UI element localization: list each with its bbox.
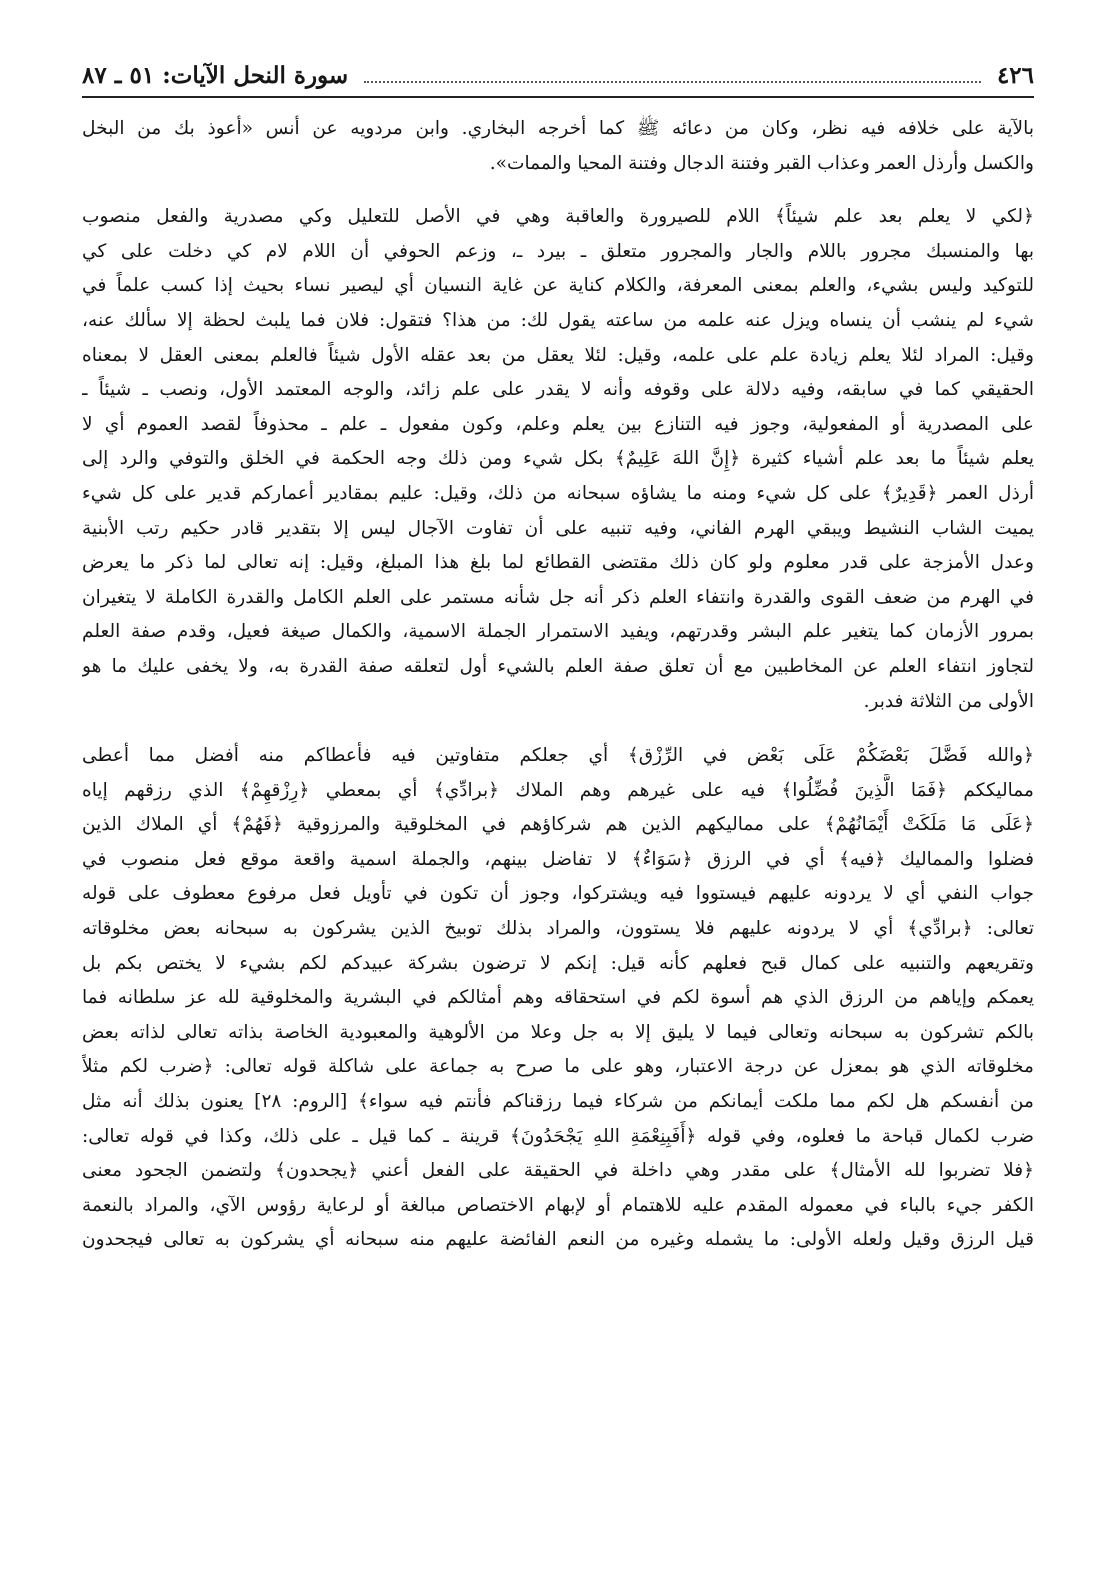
page-number: ٤٢٦	[996, 62, 1034, 89]
page-header	[82, 62, 1034, 98]
text-line: على المصدرية أو المفعولية، وجوز فيه التنازع بين يعلم وعلم، وكون مفعول ـ علم ـ محذوفاً لقصد العموم أي لا	[82, 413, 1034, 435]
text-line: أرذل العمر ﴿قَدِيرٌ﴾ على كل شيء ومنه ما يشاؤه سبحانه من ذلك، وقيل: عليم بمقادير أعماركم قدير على كل شيء	[82, 482, 1034, 504]
text-line: ﴿لكي لا يعلم بعد علم شيئاً﴾ اللام للصيرورة والعاقبة وهي في الأصل للتعليل وكي مصدرية والفعل منصوب	[82, 206, 1034, 228]
paragraph-gap	[82, 181, 1034, 200]
text-line: جواب النفي أي لا يردونه عليهم فيستووا فيه ويشتركوا، وجوز أن تكون في تأويل فعل مرفوع معطوف على قوله	[82, 883, 1034, 905]
text-line: قيل الرزق وقيل ولعله الأولى: ما يشمله وغيره من النعم الفائضة عليهم منه سبحانه أي يشركون به تعالى فيجحدون	[82, 1229, 1034, 1251]
text-line: وقيل: المراد لئلا يعلم زيادة علم على علمه، وقيل: لئلا يعقل من بعد عقله الأول شيئاً فالعلم بمعنى العقل لا بمعناه	[82, 344, 1034, 366]
text-line: يعمكم وإياهم من الرزق الذي هم أسوة لكم في استحقاقه وهم أمثالكم في البشرية والمخلوقية لله عز سلطانه فما	[82, 987, 1034, 1009]
text-line: ﴿عَلَى مَا مَلَكَتْ أَيْمَانُهُمْ﴾ على مماليكهم الذين هم شركاؤهم في المخلوقية والمرزوقية ﴿فَهُمْ﴾ أي الملاك الذين	[82, 814, 1034, 836]
text-line: الحقيقي كما في سابقه، وفيه دلالة على وقوفه وأنه لا يقدر على علم زائد، والوجه المعتمد الأول، ونصب ـ شيئاً ـ	[82, 379, 1034, 401]
text-line: فضلوا والمماليك ﴿فيه﴾ أي في الرزق ﴿سَوَاءٌ﴾ لا تفاضل بينهم، والجملة اسمية واقعة موقع فعل منصوب في	[82, 848, 1034, 870]
running-title: سورة النحل الآيات: ٥١ ـ ٨٧	[82, 62, 349, 89]
text-line: للتوكيد وليس بشيء، والعلم بمعنى المعرفة، والكلام كناية عن غاية النسيان أي ليصير نساء بحيث إذا كسب علماً في	[82, 275, 1034, 297]
text-line: شيء لم ينشب أن ينساه ويزل عنه علمه من ساعته يقول لك: من هذا؟ فتقول: فلان فما يلبث لحظة إلا سألك عنه،	[82, 309, 1034, 331]
text-line: بمرور الأزمان كما يتغير علم البشر وقدرتهم، ويفيد الاستمرار الجملة الاسمية، والكمال صيغة فعيل، وقدم صفة العلم	[82, 621, 1034, 643]
text-line: يميت الشاب النشيط ويبقي الهرم الفاني، وفيه تنبيه على أن تفاوت الآجال ليس إلا بتقدير قادر حكيم رتب الأبنية	[82, 517, 1034, 539]
text-line: مخلوقاته الذي هو بمعزل عن درجة الاعتبار، وهو على ما صرح به جماعة على شاكلة قوله تعالى: ﴿ضرب لكم مثلاً	[82, 1056, 1034, 1078]
paragraph-1	[82, 112, 1034, 181]
text-line: مماليككم ﴿فَمَا الَّذِينَ فُضِّلُوا﴾ فيه على غيرهم وهم الملاك ﴿برادِّي﴾ أي بمعطي ﴿رِزْقهِمْ﴾ الذي رزقهم إياه	[82, 779, 1034, 801]
text-line: تعالى: ﴿برادِّي﴾ أي لا يردونه عليهم فلا يستوون، والمراد بذلك توبيخ الذين يشركون به سبحانه بعض مخلوقاته	[82, 918, 1034, 940]
text-line: من أنفسكم هل لكم مما ملكت أيمانكم من شركاء فيما رزقناكم فأنتم فيه سواء﴾ [الروم: ٢٨] يعنون بذلك أنه مثل	[82, 1091, 1034, 1113]
text-line: ﴿فلا تضربوا لله الأمثال﴾ على مقدر وهي داخلة في الحقيقة على الفعل أعني ﴿يجحدون﴾ ولتضمن الجحود معنى	[82, 1160, 1034, 1182]
text-line: ضرب لكمال قباحة ما فعلوه، وفي قوله ﴿أَفَبِنِعْمَةِ اللهِ يَجْحَدُونَ﴾ قرينة ـ كما قيل ـ على ذلك، وكذا في قوله تعالى:	[82, 1125, 1034, 1147]
text-line: الكفر جيء بالباء في معموله المقدم عليه للاهتمام أو لإبهام الاختصاص مبالغة أو لرعاية رؤوس الآي، والمراد بالنعمة	[82, 1194, 1034, 1216]
text-line: لتجاوز انتفاء العلم عن المخاطبين مع أن تعلق صفة العلم بالشيء أول لتعلقه صفة القدرة به، ولا يخفى عليك ما هو	[82, 655, 1034, 677]
paragraph-gap	[82, 719, 1034, 739]
dotted-leader	[364, 67, 981, 83]
paragraph-2	[82, 200, 1034, 719]
text-line: في الهرم من ضعف القوى والقدرة وانتفاء العلم ذكر أنه جل شأنه مستمر على العلم الكامل والقدرة الكاملة لا يتغيران	[82, 586, 1034, 608]
text-line: بالكم تشركون به سبحانه وتعالى فيما لا يليق إلا به جل وعلا من الألوهية والمعبودية الخاصة بذاته تعالى لذاته بعض	[82, 1021, 1034, 1043]
text-line: الأولى من الثلاثة فدبر.	[863, 690, 1034, 712]
text-line: والكسل وأرذل العمر وعذاب القبر وفتنة الدجال وفتنة المحيا والممات».	[489, 152, 1034, 174]
text-line: يعلم شيئاً ما بعد علم أشياء كثيرة ﴿إِنَّ اللهَ عَلِيمٌ﴾ بكل شيء ومن ذلك وجه الحكمة في الخلق والتوفي والرد إلى	[82, 448, 1034, 470]
text-line: وعدل الأمزجة على قدر معلوم ولو كان ذلك مقتضى القطائع لما بلغ هذا المبلغ، وقيل: إنه تعالى لما ذكر ما يعرض	[82, 552, 1034, 574]
text-line: وتقريعهم والتنبيه على كمال قبح فعلهم كأنه قيل: إنكم لا ترضون بشركة عبيدكم لكم بشيء لا يختص بكم بل	[82, 952, 1034, 974]
paragraph-3	[82, 739, 1034, 1258]
text-line: بالآية على خلافه فيه نظر، وكان من دعائه ﷺ كما أخرجه البخاري. وابن مردويه عن أنس «أعوذ بك من البخل	[82, 118, 1034, 139]
text-line: ﴿والله فَضَّلَ بَعْضَكُمْ عَلَى بَعْض في الرِّزْق﴾ أي جعلكم متفاوتين فيه فأعطاكم منه أفضل مما أعطى	[82, 745, 1034, 767]
text-line: بها والمنسبك مجرور باللام والجار والمجرور متعلق ـ بيرد ـ، وزعم الحوفي أن اللام لام كي دخلت على كي	[82, 240, 1034, 262]
